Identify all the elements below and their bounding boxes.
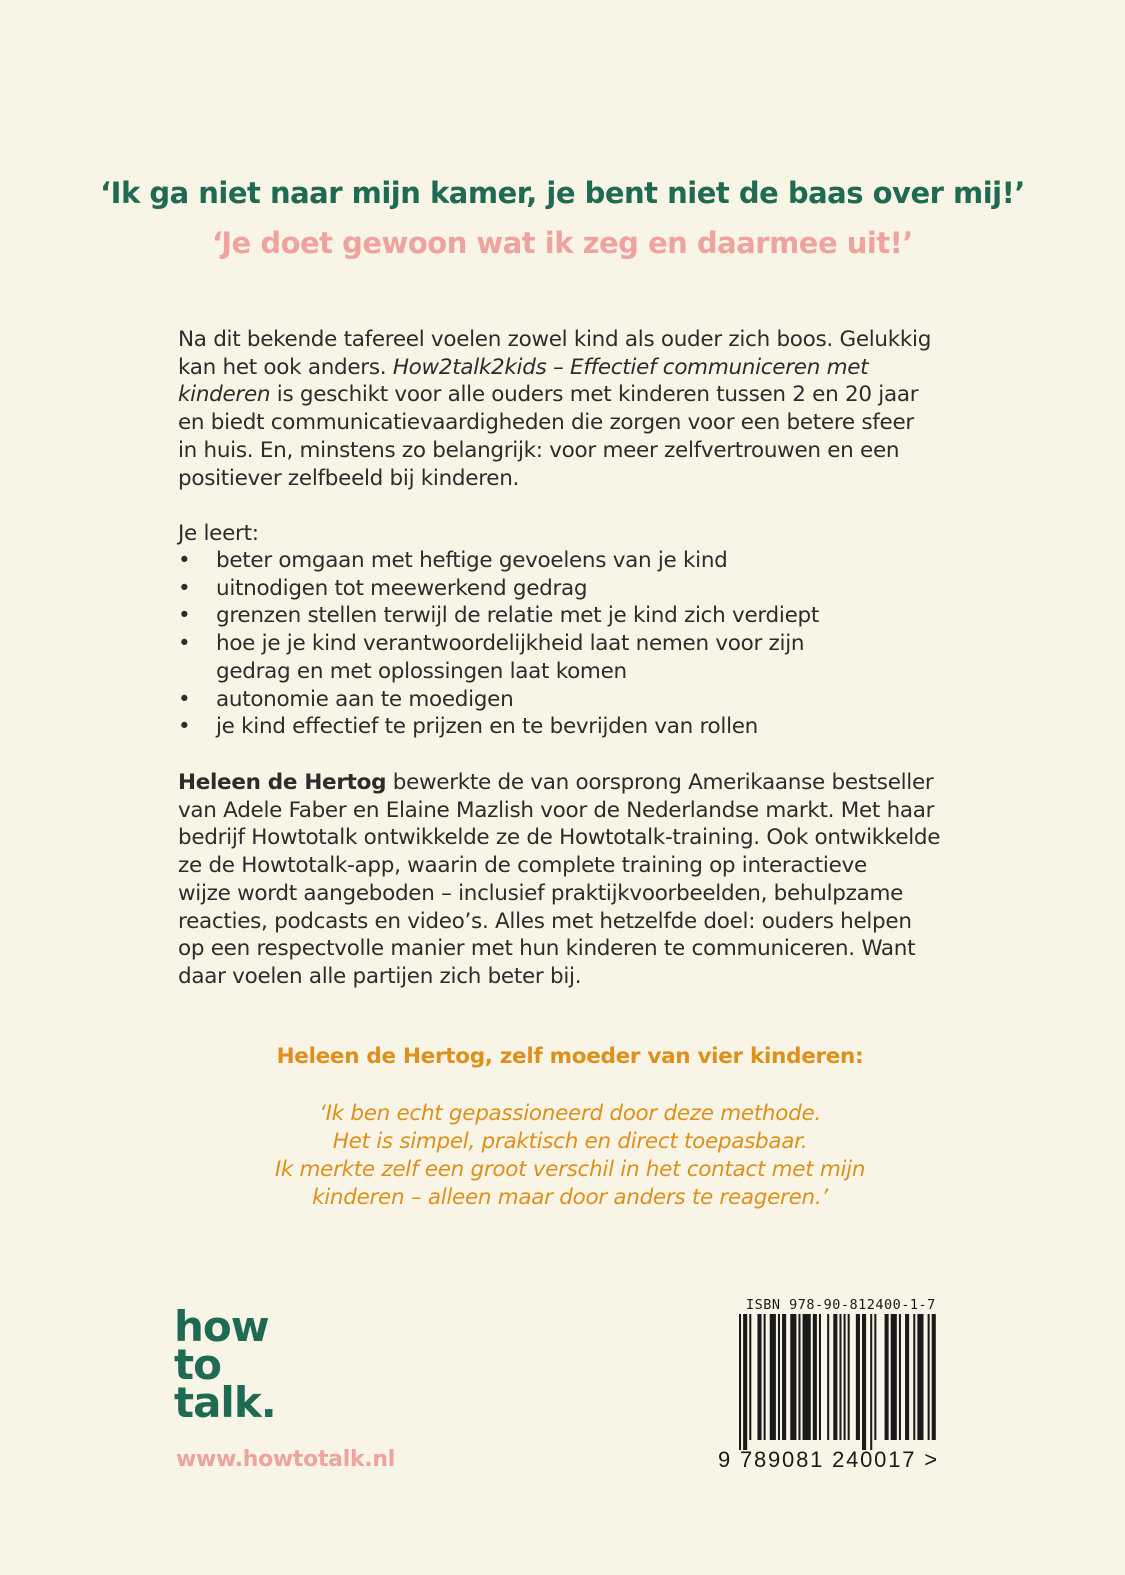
list-item-continuation: gedrag en met oplossingen laat komen bbox=[216, 658, 627, 684]
barcode-bar bbox=[899, 1314, 901, 1440]
intro-line: en biedt communicatievaardigheden die zorgen voor een betere sfeer bbox=[178, 410, 914, 436]
barcode-bar bbox=[757, 1314, 761, 1440]
barcode-bar bbox=[856, 1314, 860, 1440]
barcode-bar bbox=[790, 1314, 796, 1440]
barcode-bar bbox=[743, 1314, 747, 1450]
logo-line: to bbox=[174, 1340, 221, 1389]
barcode-bar bbox=[813, 1314, 817, 1440]
barcode-bar bbox=[764, 1314, 766, 1440]
barcode-digits: 9 789081 240017 > bbox=[718, 1447, 939, 1472]
barcode-bar bbox=[803, 1314, 811, 1440]
barcode-bar bbox=[913, 1314, 915, 1440]
quote-parent: ‘Je doet gewoon wat ik zeg en daarmee uit!’ bbox=[212, 226, 913, 260]
bio-line: reacties, podcasts en video’s. Alles met hetzelfde doel: ouders helpen bbox=[178, 908, 912, 934]
website-link[interactable]: www.howtotalk.nl bbox=[176, 1447, 395, 1472]
bio-line: Heleen de Hertog bewerkte de van oorsprong Amerikaanse bestseller bbox=[178, 770, 934, 795]
barcode-bar bbox=[749, 1314, 751, 1440]
isbn-label: ISBN 978-90-812400-1-7 bbox=[746, 1297, 936, 1313]
list-item: • beter omgaan met heftige gevoelens van je kind bbox=[178, 548, 728, 573]
list-item: • autonomie aan te moedigen bbox=[178, 686, 514, 712]
bio-line: op een respectvolle manier met hun kinderen te communiceren. Want bbox=[178, 936, 916, 962]
intro-line: positiever zelfbeeld bij kinderen. bbox=[178, 465, 520, 491]
intro-line: kinderen is geschikt voor alle ouders met kinderen tussen 2 en 20 jaar bbox=[178, 382, 919, 408]
barcode-bar bbox=[905, 1314, 909, 1440]
list-item: • grenzen stellen terwijl de relatie met je kind zich verdiept bbox=[178, 603, 819, 629]
bio-line: ze de Howtotalk-app, waarin de complete training op interactieve bbox=[178, 853, 867, 879]
barcode-bar bbox=[848, 1314, 850, 1440]
barcode-bar bbox=[862, 1314, 866, 1450]
bullet-icon: • bbox=[178, 548, 191, 573]
testimonial-quote bbox=[0, 1100, 1125, 1212]
learn-heading: Je leert: bbox=[178, 521, 259, 546]
barcode-bar bbox=[932, 1314, 936, 1440]
barcode-bar bbox=[739, 1314, 741, 1450]
bullet-icon: • bbox=[178, 631, 191, 657]
intro-line: Na dit bekende tafereel voelen zowel kind als ouder zich boos. Gelukkig bbox=[178, 327, 932, 352]
logo-line: talk. bbox=[174, 1378, 276, 1427]
testimonial-line: Ik merkte zelf een groot verschil in het contact met mijn bbox=[274, 1157, 866, 1182]
testimonial-heading: Heleen de Hertog, zelf moeder van vier kinderen: bbox=[276, 1044, 864, 1069]
barcode-bar bbox=[844, 1314, 846, 1440]
barcode-bar bbox=[928, 1314, 930, 1440]
list-item: • uitnodigen tot meewerkend gedrag bbox=[178, 575, 588, 601]
barcode-bar bbox=[917, 1314, 923, 1440]
barcode-bar bbox=[798, 1314, 800, 1440]
barcode-bar bbox=[885, 1314, 889, 1440]
bullet-icon: • bbox=[178, 714, 191, 740]
bio-line: van Adele Faber en Elaine Mazlish voor de Nederlandse markt. Met haar bbox=[178, 797, 935, 823]
barcode-bar bbox=[891, 1314, 897, 1440]
testimonial-line: kinderen – alleen maar door anders te reageren.’ bbox=[312, 1185, 828, 1210]
bio-line: daar voelen alle partijen zich beter bij. bbox=[178, 963, 582, 989]
bio-line: bedrijf Howtotalk ontwikkelde ze de Howtotalk-training. Ook ontwikkelde bbox=[178, 825, 941, 851]
learn-list bbox=[178, 547, 968, 741]
book-title-cont: kinderen bbox=[178, 382, 271, 408]
intro-line: kan het ook anders. How2talk2kids – Effectief communiceren met bbox=[178, 354, 869, 380]
barcode-bar bbox=[827, 1314, 829, 1440]
list-item: • je kind effectief te prijzen en te bevrijden van rollen bbox=[178, 714, 758, 740]
logo-line: how bbox=[174, 1302, 269, 1351]
testimonial-line: Het is simpel, praktisch en direct toepasbaar. bbox=[332, 1129, 808, 1154]
quote-child: ‘Ik ga niet naar mijn kamer, je bent niet de baas over mij!’ bbox=[100, 176, 1025, 210]
barcode-bar bbox=[833, 1314, 837, 1440]
bullet-icon: • bbox=[178, 603, 191, 629]
barcode-bar bbox=[870, 1314, 872, 1450]
barcode-bar bbox=[839, 1314, 841, 1440]
barcode-bar bbox=[819, 1314, 821, 1440]
list-item: • hoe je je kind verantwoordelijkheid laat nemen voor zijn bbox=[178, 631, 805, 657]
barcode-bar bbox=[782, 1314, 786, 1440]
barcode-bar bbox=[778, 1314, 780, 1440]
barcode-bar bbox=[874, 1314, 876, 1440]
bullet-icon: • bbox=[178, 575, 191, 601]
bio-line: wijze wordt aangeboden – inclusief praktijkvoorbeelden, behulpzame bbox=[178, 880, 904, 906]
intro-line: in huis. En, minstens zo belangrijk: voor meer zelfvertrouwen en een bbox=[178, 437, 900, 463]
bullet-icon: • bbox=[178, 686, 191, 712]
author-bio bbox=[178, 769, 968, 991]
howtotalk-logo bbox=[174, 1302, 276, 1427]
book-title: How2talk2kids – Effectief communiceren met bbox=[392, 354, 869, 380]
testimonial-line: ‘Ik ben echt gepassioneerd door deze methode. bbox=[319, 1101, 821, 1126]
barcode-bar bbox=[770, 1314, 776, 1440]
barcode bbox=[735, 1314, 937, 1450]
author-name: Heleen de Hertog bbox=[178, 770, 387, 795]
intro-paragraph bbox=[178, 326, 968, 492]
